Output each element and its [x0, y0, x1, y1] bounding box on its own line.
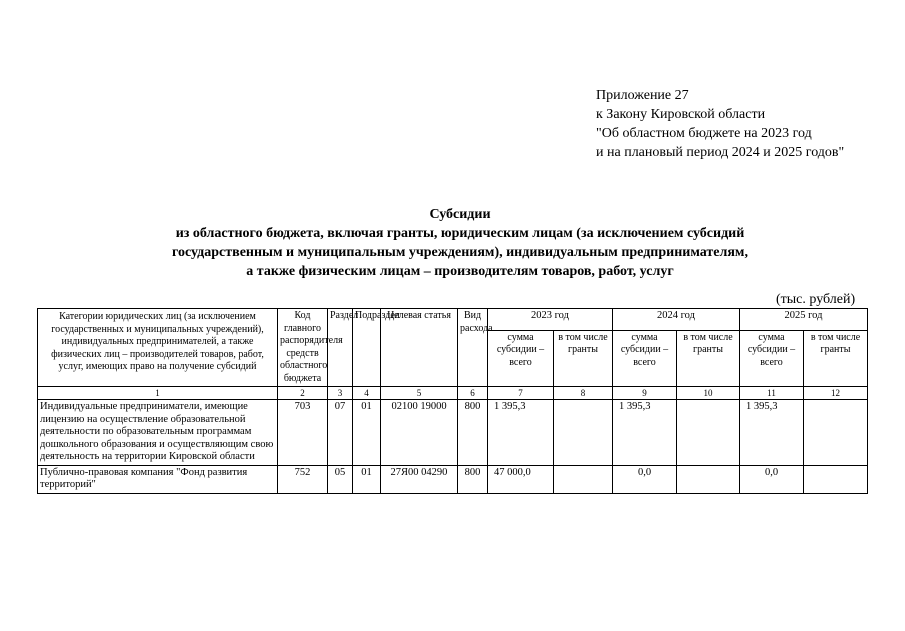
table-row [38, 400, 868, 466]
column-number: 10 [677, 387, 740, 400]
row-2023-grants [554, 465, 613, 493]
row-subsection: 01 [353, 400, 381, 466]
row-2025-total: 0,0 [740, 465, 804, 493]
row-2024-total: 0,0 [613, 465, 677, 493]
title-line: государственным и муниципальным учреждениям), индивидуальным предпринимателям, [172, 245, 748, 260]
header-code: Код главного распорядителя средств областного бюджета [278, 309, 328, 387]
row-kind: 800 [458, 400, 488, 466]
column-number: 1 [38, 387, 278, 400]
row-kind: 800 [458, 465, 488, 493]
header-year-2024: 2024 год [613, 309, 740, 331]
row-category: Индивидуальные предприниматели, имеющие лицензию на осуществление образовательной деятельности по образовательным программам дошкольного образования и осуществляющим свою деятельность на территории Кировской области [38, 400, 278, 466]
title-heading: Субсидии [429, 207, 491, 222]
column-number: 11 [740, 387, 804, 400]
header-kind: Вид расхода [458, 309, 488, 387]
appendix-line: и на плановый период 2024 и 2025 годов" [596, 145, 845, 160]
appendix-note [596, 86, 844, 162]
row-target: 27Я00 04290 [381, 465, 458, 493]
row-2024-total: 1 395,3 [613, 400, 677, 466]
header-category: Категории юридических лиц (за исключением государственных и муниципальных учреждений), индивидуальных предпринимателей, а также физических лиц – производителей товаров, работ, услуг, имеющих право на получение субсидий [38, 309, 278, 387]
document-title [120, 205, 800, 281]
column-number: 2 [278, 387, 328, 400]
header-grants: в том числе гранты [804, 330, 868, 386]
table-row [38, 465, 868, 493]
header-grants: в том числе гранты [554, 330, 613, 386]
row-2025-total: 1 395,3 [740, 400, 804, 466]
row-target: 02100 19000 [381, 400, 458, 466]
row-2025-grants [804, 465, 868, 493]
column-number: 5 [381, 387, 458, 400]
header-row [38, 309, 868, 331]
column-number-row [38, 387, 868, 400]
header-subsection: Подраздел [353, 309, 381, 387]
header-year-2023: 2023 год [488, 309, 613, 331]
column-number: 6 [458, 387, 488, 400]
column-number: 8 [554, 387, 613, 400]
column-number: 4 [353, 387, 381, 400]
row-code: 752 [278, 465, 328, 493]
row-section: 07 [328, 400, 353, 466]
unit-label: (тыс. рублей) [776, 292, 856, 307]
row-2023-grants [554, 400, 613, 466]
column-number: 3 [328, 387, 353, 400]
column-number: 9 [613, 387, 677, 400]
title-line: из областного бюджета, включая гранты, юридическим лицам (за исключением субсидий [175, 226, 745, 241]
header-year-2025: 2025 год [740, 309, 868, 331]
row-code: 703 [278, 400, 328, 466]
row-2025-grants [804, 400, 868, 466]
column-number: 12 [804, 387, 868, 400]
appendix-line: Приложение 27 [596, 88, 689, 103]
row-2023-total: 1 395,3 [488, 400, 554, 466]
header-sum-total: сумма субсидии – всего [613, 330, 677, 386]
subsidies-table [37, 308, 868, 494]
row-section: 05 [328, 465, 353, 493]
header-section: Раздел [328, 309, 353, 387]
header-target: Целевая статья [381, 309, 458, 387]
row-subsection: 01 [353, 465, 381, 493]
header-sum-total: сумма субсидии – всего [488, 330, 554, 386]
row-2024-grants [677, 465, 740, 493]
header-sum-total: сумма субсидии – всего [740, 330, 804, 386]
row-category: Публично-правовая компания "Фонд развития территорий" [38, 465, 278, 493]
row-2023-total: 47 000,0 [488, 465, 554, 493]
row-2024-grants [677, 400, 740, 466]
title-line: а также физическим лицам – производителям товаров, работ, услуг [246, 264, 674, 279]
appendix-line: "Об областном бюджете на 2023 год [596, 126, 812, 141]
column-number: 7 [488, 387, 554, 400]
header-grants: в том числе гранты [677, 330, 740, 386]
appendix-line: к Закону Кировской области [596, 107, 766, 122]
